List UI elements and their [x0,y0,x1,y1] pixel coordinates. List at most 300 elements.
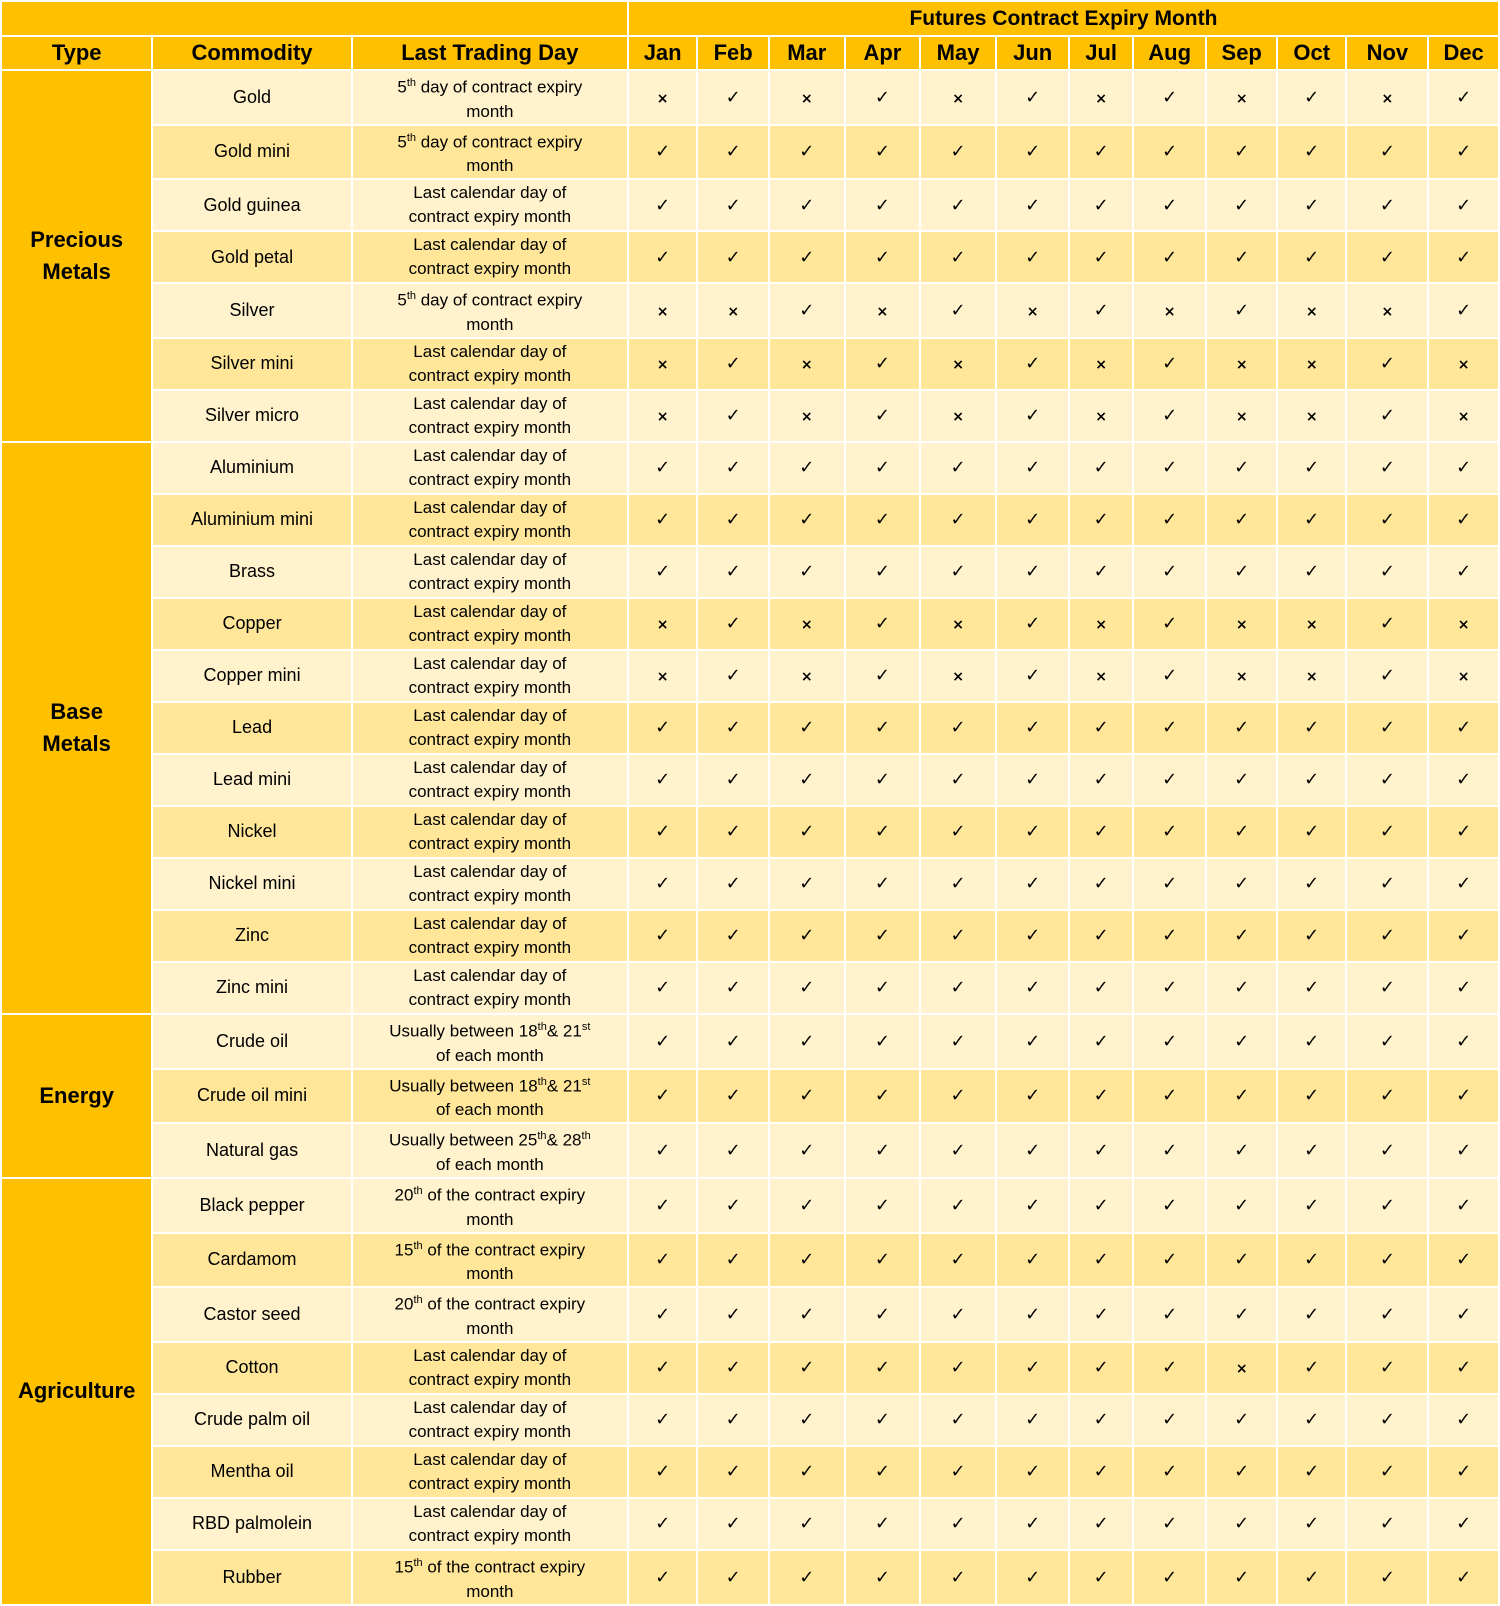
check-icon: ✓ [950,194,966,216]
month-cell [770,180,844,230]
commodity-cell: Gold [153,71,350,124]
cross-icon: × [656,617,669,634]
month-cell [1070,1499,1131,1549]
check-icon: ✓ [1093,141,1109,163]
text-segment: Last calendar day of [413,1397,567,1417]
check-icon: ✓ [950,1085,966,1107]
month-cell [629,599,697,649]
month-cell [1429,599,1498,649]
check-icon: ✓ [874,1461,890,1483]
table-row [2,1124,1498,1177]
table-row [2,703,1498,753]
month-cell [1429,859,1498,909]
check-icon: ✓ [655,1357,671,1379]
last-trading-day-line [353,572,627,596]
check-icon: ✓ [655,457,671,479]
check-icon: ✓ [874,1566,890,1588]
commodity-cell: Brass [153,547,350,597]
check-icon: ✓ [655,509,671,531]
commodity-cell: Silver micro [153,391,350,441]
check-icon: ✓ [1025,509,1041,531]
month-cell [846,1288,920,1341]
check-icon: ✓ [1304,1140,1320,1162]
check-icon: ✓ [799,509,815,531]
month-cell [1278,339,1346,389]
month-cell [1347,651,1427,701]
header-month: Dec [1429,37,1498,69]
check-icon: ✓ [1093,925,1109,947]
month-cell [770,599,844,649]
check-icon: ✓ [950,821,966,843]
cross-icon: × [800,409,813,426]
month-cell [1207,963,1276,1013]
ordinal-suffix: th [413,1294,423,1307]
check-icon: ✓ [799,246,815,268]
check-icon: ✓ [1456,717,1472,739]
month-cell [846,1124,920,1177]
month-cell [846,807,920,857]
check-icon: ✓ [1162,509,1178,531]
check-icon: ✓ [1379,141,1395,163]
month-cell [1278,599,1346,649]
check-icon: ✓ [1093,1409,1109,1431]
month-cell [921,339,995,389]
month-cell [921,284,995,337]
month-cell [1429,963,1498,1013]
month-cell [997,963,1069,1013]
last-trading-day-line [353,71,627,100]
check-icon: ✓ [1093,300,1109,322]
last-trading-day-line [353,364,627,388]
check-icon: ✓ [1304,1409,1320,1431]
month-cell [629,1288,697,1341]
commodity-cell: Lead [153,703,350,753]
check-icon: ✓ [1456,1085,1472,1107]
text-segment: Last calendar day of [413,653,567,673]
last-trading-day-line [353,257,627,281]
check-icon: ✓ [1456,1304,1472,1326]
check-icon: ✓ [874,561,890,583]
check-icon: ✓ [1379,1140,1395,1162]
check-icon: ✓ [1162,821,1178,843]
month-cell [1070,1070,1131,1123]
banner-title-cell [629,2,1498,35]
month-cell [1134,443,1206,493]
check-icon: ✓ [1456,925,1472,947]
month-cell [1207,599,1276,649]
month-cell [1134,859,1206,909]
month-cell [698,1499,768,1549]
check-icon: ✓ [1234,1140,1250,1162]
month-cell [698,495,768,545]
check-icon: ✓ [874,1085,890,1107]
month-cell [698,963,768,1013]
last-trading-day-line [353,1580,627,1604]
month-cell [1347,232,1427,282]
check-icon: ✓ [799,300,815,322]
month-cell [1070,284,1131,337]
check-icon: ✓ [1304,925,1320,947]
month-cell [846,599,920,649]
check-icon: ✓ [1456,1030,1472,1052]
text-segment: 15 [394,1240,414,1260]
month-cell [1207,284,1276,337]
month-cell [1347,1015,1427,1068]
month-cell [1347,495,1427,545]
month-cell [1134,1343,1206,1393]
month-cell [698,1343,768,1393]
commodity-cell: Black pepper [153,1179,350,1232]
type-label: Energy [39,1082,114,1108]
check-icon: ✓ [1162,1513,1178,1535]
table-row [2,1447,1498,1497]
month-cell [997,1395,1069,1445]
check-icon: ✓ [1234,925,1250,947]
month-cell [698,703,768,753]
month-cell [1070,339,1131,389]
month-cell [921,1124,995,1177]
check-icon: ✓ [799,1085,815,1107]
last-trading-day-cell [353,284,627,337]
check-icon: ✓ [1025,1085,1041,1107]
check-icon: ✓ [1304,873,1320,895]
check-icon: ✓ [1379,1194,1395,1216]
text-segment: 5 [397,290,407,310]
month-cell [921,1343,995,1393]
cross-icon: × [1305,617,1318,634]
month-cell [770,1395,844,1445]
month-cell [1207,1234,1276,1287]
month-cell [997,1070,1069,1123]
check-icon: ✓ [655,925,671,947]
check-icon: ✓ [1093,1140,1109,1162]
commodity-cell: Crude oil [153,1015,350,1068]
check-icon: ✓ [874,613,890,635]
month-cell [1134,232,1206,282]
month-cell [629,232,697,282]
month-cell [921,703,995,753]
month-cell [1278,1234,1346,1287]
month-cell [698,547,768,597]
text-segment: day of contract expiry [416,132,583,152]
month-cell [1278,126,1346,179]
month-cell [1134,1395,1206,1445]
last-trading-day-cell [353,495,627,545]
check-icon: ✓ [874,821,890,843]
type-label: Agriculture [17,1378,136,1404]
month-cell [846,126,920,179]
cross-icon: × [800,617,813,634]
table-row [2,1499,1498,1549]
month-cell [997,495,1069,545]
check-icon: ✓ [1234,1513,1250,1535]
check-icon: ✓ [950,561,966,583]
check-icon: ✓ [1304,821,1320,843]
check-icon: ✓ [950,769,966,791]
month-cell [629,755,697,805]
month-cell [1278,963,1346,1013]
table-row [2,232,1498,282]
check-icon: ✓ [874,405,890,427]
check-icon: ✓ [1456,1461,1472,1483]
check-icon: ✓ [725,1304,741,1326]
text-segment: contract expiry month [408,625,572,645]
last-trading-day-cell [353,755,627,805]
month-cell [1347,1179,1427,1232]
table-row [2,339,1498,389]
month-cell [1207,1395,1276,1445]
check-icon: ✓ [874,769,890,791]
last-trading-day-cell [353,232,627,282]
cross-icon: × [656,90,669,107]
table-row [2,1288,1498,1341]
table-row [2,1395,1498,1445]
last-trading-day-cell [353,1447,627,1497]
cross-icon: × [1457,357,1470,374]
check-icon: ✓ [1234,821,1250,843]
check-icon: ✓ [1456,194,1472,216]
month-cell [1207,859,1276,909]
type-cell [2,1179,151,1604]
month-cell [1070,651,1131,701]
month-cell [997,703,1069,753]
check-icon: ✓ [725,925,741,947]
cross-icon: × [1235,357,1248,374]
month-cell [921,807,995,857]
text-segment: of the contract expiry [422,1185,586,1205]
text-segment: day of contract expiry [416,290,583,310]
check-icon: ✓ [874,1194,890,1216]
check-icon: ✓ [1093,821,1109,843]
month-cell [846,284,920,337]
last-trading-day-cell [353,1343,627,1393]
check-icon: ✓ [1162,665,1178,687]
month-cell [997,911,1069,961]
header-type: Type [2,37,151,69]
month-cell [921,1288,995,1341]
last-trading-day-line [353,624,627,648]
month-cell [629,180,697,230]
check-icon: ✓ [1379,821,1395,843]
commodity-cell: Gold petal [153,232,350,282]
check-icon: ✓ [1025,1140,1041,1162]
month-cell [629,1395,697,1445]
table-row [2,495,1498,545]
ordinal-suffix: st [581,1020,591,1033]
check-icon: ✓ [1304,977,1320,999]
month-cell [1429,1499,1498,1549]
month-cell [1429,126,1498,179]
check-icon: ✓ [1234,1249,1250,1271]
month-cell [1278,1070,1346,1123]
month-cell [629,1015,697,1068]
month-cell [846,963,920,1013]
check-icon: ✓ [655,561,671,583]
month-cell [770,755,844,805]
last-trading-day-line [353,1368,627,1392]
month-cell [1134,391,1206,441]
month-cell [921,180,995,230]
month-cell [1134,1447,1206,1497]
check-icon: ✓ [1025,1194,1041,1216]
month-cell [629,703,697,753]
month-cell [1134,1288,1206,1341]
last-trading-day-line [353,808,627,832]
text-segment: contract expiry month [408,1473,572,1493]
month-cell [1134,1015,1206,1068]
month-cell [1278,391,1346,441]
month-cell [698,339,768,389]
month-cell [698,1124,768,1177]
last-trading-day-cell [353,443,627,493]
check-icon: ✓ [1456,1357,1472,1379]
last-trading-day-line [353,600,627,624]
month-cell [1278,547,1346,597]
check-icon: ✓ [1093,509,1109,531]
type-label: Base [50,698,103,724]
ordinal-suffix: th [413,1239,423,1252]
month-cell [698,1551,768,1604]
table-row [2,599,1498,649]
check-icon: ✓ [950,246,966,268]
ordinal-suffix: th [537,1075,547,1088]
month-cell [1347,1124,1427,1177]
check-icon: ✓ [1379,665,1395,687]
text-segment: contract expiry month [408,729,572,749]
month-cell [1207,911,1276,961]
month-cell [921,651,995,701]
month-cell [770,126,844,179]
ordinal-suffix: th [413,1556,423,1569]
last-trading-day-line [353,988,627,1012]
last-trading-day-cell [353,180,627,230]
month-cell [1429,547,1498,597]
month-cell [1429,495,1498,545]
last-trading-day-line [353,233,627,257]
check-icon: ✓ [725,1566,741,1588]
check-icon: ✓ [1456,1249,1472,1271]
check-icon: ✓ [725,1461,741,1483]
ordinal-suffix: th [537,1020,547,1033]
month-cell [629,1234,697,1287]
month-cell [1070,599,1131,649]
month-cell [1207,232,1276,282]
month-cell [846,1015,920,1068]
month-cell [1134,963,1206,1013]
month-cell [1134,599,1206,649]
check-icon: ✓ [1234,246,1250,268]
month-cell [1070,807,1131,857]
ordinal-suffix: st [581,1075,591,1088]
text-segment: Last calendar day of [413,705,567,725]
last-trading-day-cell [353,71,627,124]
month-cell [1429,1070,1498,1123]
last-trading-day-cell [353,651,627,701]
last-trading-day-line [353,1500,627,1524]
last-trading-day-line [353,100,627,124]
check-icon: ✓ [1025,1304,1041,1326]
check-icon: ✓ [1025,1030,1041,1052]
check-icon: ✓ [1162,1085,1178,1107]
check-icon: ✓ [655,1409,671,1431]
month-cell [1134,807,1206,857]
commodity-cell: Copper [153,599,350,649]
last-trading-day-cell [353,391,627,441]
month-cell [997,1288,1069,1341]
header-month: Sep [1207,37,1276,69]
month-cell [1070,755,1131,805]
table-body [2,71,1498,1604]
cross-icon: × [1235,409,1248,426]
check-icon: ✓ [874,1513,890,1535]
commodity-cell: Nickel [153,807,350,857]
check-icon: ✓ [725,1357,741,1379]
month-cell [1347,547,1427,597]
month-cell [698,232,768,282]
text-segment: Last calendar day of [413,235,567,255]
month-cell [1278,1288,1346,1341]
check-icon: ✓ [799,1194,815,1216]
check-icon: ✓ [1025,1249,1041,1271]
check-icon: ✓ [1304,141,1320,163]
month-cell [921,71,995,124]
check-icon: ✓ [1234,561,1250,583]
month-cell [770,963,844,1013]
check-icon: ✓ [725,509,741,531]
check-icon: ✓ [799,1357,815,1379]
month-cell [629,1179,697,1232]
last-trading-day-line [353,416,627,440]
month-cell [997,391,1069,441]
last-trading-day-line [353,1472,627,1496]
month-cell [698,71,768,124]
check-icon: ✓ [1304,457,1320,479]
cross-icon: × [1095,90,1108,107]
month-cell [921,232,995,282]
ordinal-suffix: th [413,1184,423,1197]
commodity-cell: Rubber [153,1551,350,1604]
header-month: Aug [1134,37,1206,69]
check-icon: ✓ [1234,1085,1250,1107]
month-cell [921,911,995,961]
check-icon: ✓ [655,769,671,791]
check-icon: ✓ [725,717,741,739]
cross-icon: × [1381,304,1394,321]
text-segment: & 21 [546,1021,582,1041]
month-cell [921,1070,995,1123]
month-cell [1070,71,1131,124]
month-cell [1207,1015,1276,1068]
month-cell [997,755,1069,805]
check-icon: ✓ [874,509,890,531]
check-icon: ✓ [1162,561,1178,583]
month-cell [1207,1288,1276,1341]
cross-icon: × [1305,669,1318,686]
check-icon: ✓ [725,1409,741,1431]
check-icon: ✓ [1162,925,1178,947]
month-cell [1278,1124,1346,1177]
commodity-cell: Nickel mini [153,859,350,909]
cross-icon: × [1095,357,1108,374]
month-cell [997,443,1069,493]
check-icon: ✓ [1093,457,1109,479]
month-cell [1429,651,1498,701]
month-cell [1207,495,1276,545]
month-cell [1207,651,1276,701]
last-trading-day-cell [353,911,627,961]
month-cell [629,807,697,857]
month-cell [1429,1234,1498,1287]
